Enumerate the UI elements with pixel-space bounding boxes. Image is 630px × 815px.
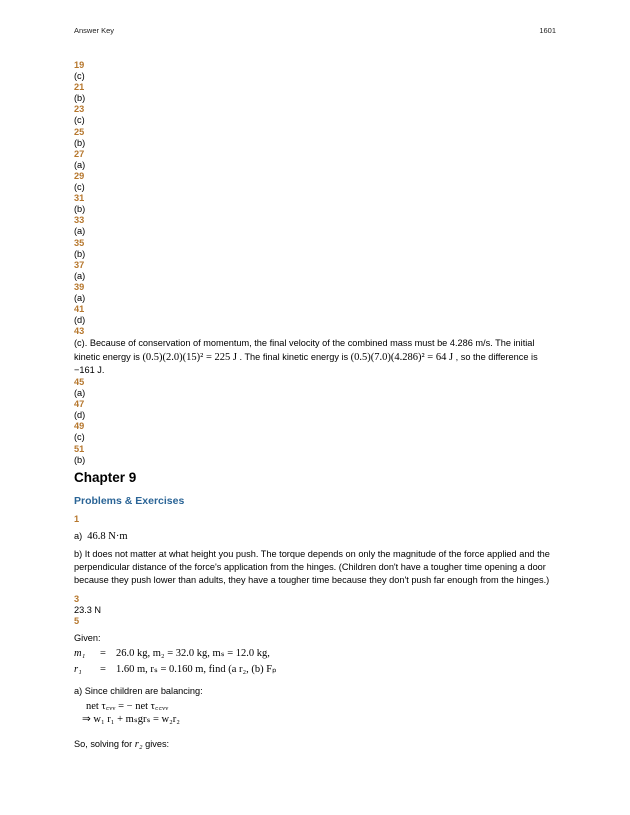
question-number: 49: [74, 421, 85, 432]
question-answer: (d): [74, 315, 86, 326]
question-number: 41: [74, 304, 85, 315]
answers-list-2: [74, 377, 556, 466]
question-number: 43: [74, 326, 85, 337]
question-answer: (a): [74, 292, 86, 303]
question-answer: (b): [74, 137, 86, 148]
given-values: 26.0 kg, m₂ = 32.0 kg, mₛ = 12.0 kg,: [116, 647, 270, 659]
given-block: [74, 648, 556, 680]
question-answer: (a): [74, 388, 86, 399]
question-number: 51: [74, 443, 85, 454]
answer-key-content: [74, 60, 556, 750]
answer-text: (c). Because of conservation of momentum, the final velocity of the combined mass must be 4.286 m/s. The initial kinetic energy is: [74, 338, 535, 362]
part-a-intro: a) Since children are balancing:: [74, 685, 203, 696]
question-43: [74, 326, 556, 377]
given-label: Given:: [74, 632, 101, 643]
question-answer: (b): [74, 93, 86, 104]
final-ke-math: (0.5)(7.0)(4.286)² = 64 J: [350, 351, 454, 363]
question-number: 25: [74, 126, 85, 137]
part-label: a): [74, 530, 83, 541]
question-answer: (c): [74, 432, 85, 443]
problem-3-answer: 23.3 N: [74, 604, 102, 615]
given-symbol: r₁: [74, 663, 82, 675]
torque-value: 46.8 N·m: [87, 530, 128, 542]
answer-text: , so the difference is −161 J.: [74, 351, 538, 375]
equals-sign: =: [100, 663, 106, 675]
question-answer: (d): [74, 410, 86, 421]
question-number: 23: [74, 104, 85, 115]
solve-text: So, solving for: [74, 739, 135, 750]
question-answer: (c): [74, 115, 85, 126]
header-title: Answer Key: [74, 26, 115, 35]
question-answer: (a): [74, 226, 86, 237]
chapter-heading: Chapter 9: [74, 469, 137, 485]
page-number: 1601: [539, 26, 556, 35]
answer-text: . The final kinetic energy is: [236, 351, 351, 362]
question-number: 21: [74, 82, 85, 93]
answers-list: [74, 60, 556, 326]
solve-variable: r₂: [134, 739, 143, 751]
question-answer: (b): [74, 248, 86, 259]
question-number: 31: [74, 193, 85, 204]
question-answer: (a): [74, 270, 86, 281]
problem-number: 5: [74, 615, 80, 626]
question-answer: (c): [74, 71, 85, 82]
question-answer: (c): [74, 182, 85, 193]
question-43-answer: [74, 337, 556, 377]
question-number: 27: [74, 148, 85, 159]
torque-balance-equation: net τ꜀ᵥᵥ = − net τ꜀꜀ᵥᵥ: [86, 700, 169, 712]
question-number: 37: [74, 259, 85, 270]
torque-balance-expanded: ⇒ w₁ r₁ + mₛgrₛ = w₂r₂: [82, 714, 180, 726]
given-values: 1.60 m, rₛ = 0.160 m, find (a r₂, (b) Fₚ: [116, 663, 277, 675]
question-number: 33: [74, 215, 85, 226]
question-number: 45: [74, 376, 85, 387]
problem-1-part-b: b) It does not matter at what height you push. The torque depends on only the magnitude of the force applied and the perpendicular distance of the force's application from the hinges. (Children don't have a tougher time opening a door because they push lower than adults, they have a tougher time because they don't push far enough from the hinges.): [74, 548, 550, 586]
problem-1-part-a: [74, 531, 556, 542]
question-number: 19: [74, 60, 85, 70]
question-number: 35: [74, 237, 85, 248]
given-symbol: m₁: [74, 647, 86, 659]
question-number: 29: [74, 170, 85, 181]
problem-number: 3: [74, 593, 80, 604]
solve-line: [74, 739, 556, 750]
section-heading: Problems & Exercises: [74, 494, 185, 507]
equals-sign: =: [100, 647, 106, 659]
question-answer: (a): [74, 159, 86, 170]
solve-text: gives:: [142, 739, 170, 750]
question-answer: (b): [74, 204, 86, 215]
question-number: 47: [74, 399, 85, 410]
question-number: 39: [74, 281, 85, 292]
initial-ke-math: (0.5)(2.0)(15)² = 225 J: [142, 351, 237, 363]
question-answer: (b): [74, 454, 86, 465]
problem-number: 1: [74, 513, 80, 524]
